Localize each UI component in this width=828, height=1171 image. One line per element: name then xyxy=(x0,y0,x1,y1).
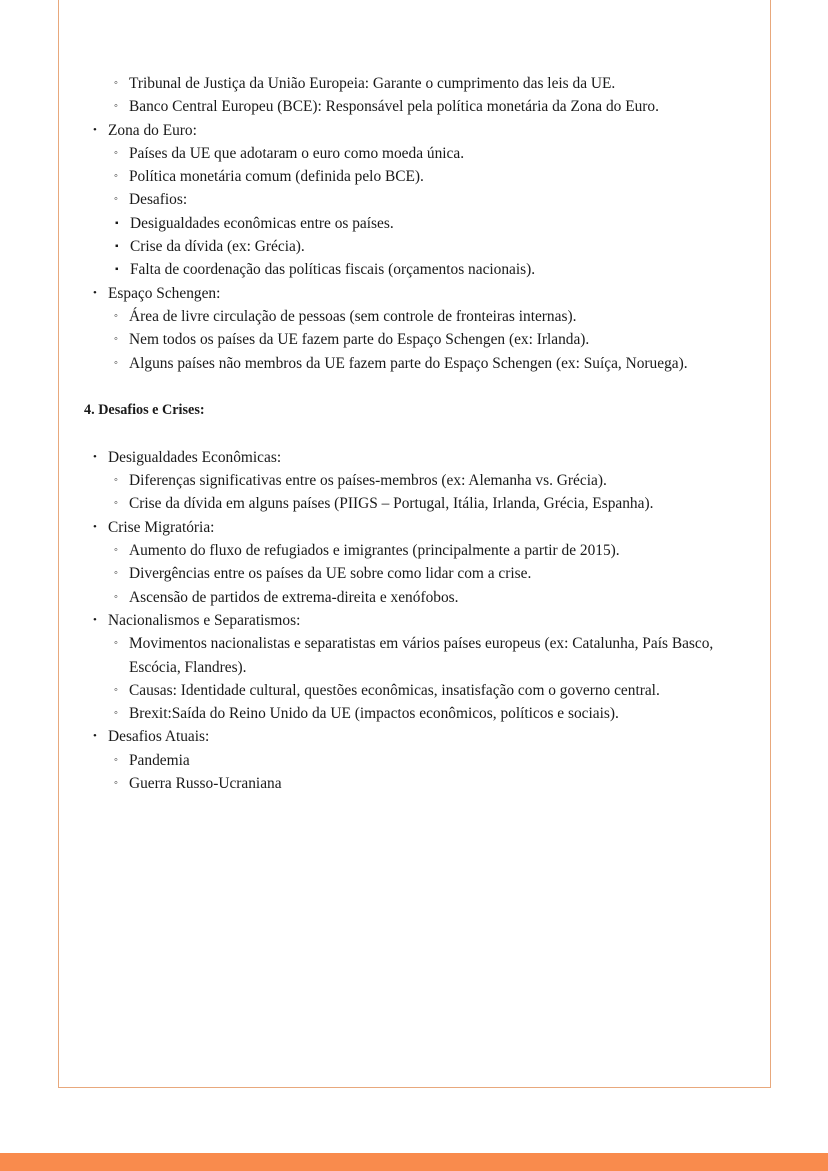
top-level-list xyxy=(93,446,744,469)
list-item xyxy=(114,679,744,702)
desafios-sub-list xyxy=(115,212,744,282)
list-item-label: Aumento do fluxo de refugiados e imigrantes (principalmente a partir de 2015). xyxy=(129,542,620,560)
circle-bullet-icon: ◦ xyxy=(114,637,118,650)
top-level-list xyxy=(93,725,744,748)
list-item xyxy=(115,235,744,258)
list-item-desafios xyxy=(114,188,744,211)
list-item xyxy=(115,258,744,281)
circle-bullet-icon: ◦ xyxy=(114,356,118,369)
list-item xyxy=(114,95,744,118)
top-level-list xyxy=(93,282,744,305)
espaco-schengen-sub-list xyxy=(114,305,744,375)
circle-bullet-icon: ◦ xyxy=(114,753,118,766)
list-item-label: Causas: Identidade cultural, questões econômicas, insatisfação com o governo central. xyxy=(129,681,660,699)
list-item-label: Alguns países não membros da UE fazem parte do Espaço Schengen (ex: Suíça, Noruega). xyxy=(129,354,688,372)
list-item xyxy=(114,772,744,795)
desigualdades-sub-list xyxy=(114,469,744,516)
list-item xyxy=(114,632,744,679)
list-item xyxy=(114,539,744,562)
list-item xyxy=(114,142,744,165)
section-heading: 4. Desafios e Crises: xyxy=(84,401,205,418)
disc-bullet-icon: • xyxy=(93,730,97,743)
list-item-label: Crise da dívida em alguns países (PIIGS – Portugal, Itália, Irlanda, Grécia, Espanha). xyxy=(129,495,654,513)
circle-bullet-icon: ◦ xyxy=(114,590,118,603)
list-item-label: Países da UE que adotaram o euro como moeda única. xyxy=(129,144,465,162)
crise-migratoria-sub-list xyxy=(114,539,744,609)
nacionalismos-sub-list xyxy=(114,632,744,725)
list-item-desigualdades-economicas xyxy=(93,446,744,469)
list-item-label: Área de livre circulação de pessoas (sem controle de fronteiras internas). xyxy=(129,307,577,325)
list-item xyxy=(115,212,744,235)
desafios-atuais-sub-list xyxy=(114,749,744,796)
list-item-label: Nacionalismos e Separatismos: xyxy=(108,611,301,629)
circle-bullet-icon: ◦ xyxy=(114,544,118,557)
list-item-label: Diferenças significativas entre os países-membros (ex: Alemanha vs. Grécia). xyxy=(129,472,607,490)
circle-bullet-icon: ◦ xyxy=(114,777,118,790)
top-level-list xyxy=(93,609,744,632)
list-item-label: Desigualdades econômicas entre os países. xyxy=(130,214,394,232)
circle-bullet-icon: ◦ xyxy=(114,567,118,580)
list-item xyxy=(114,586,744,609)
list-item-label: Política monetária comum (definida pelo BCE). xyxy=(129,168,424,186)
top-level-list xyxy=(93,119,744,142)
list-item xyxy=(114,165,744,188)
list-item-label: Nem todos os países da UE fazem parte do Espaço Schengen (ex: Irlanda). xyxy=(129,331,590,349)
list-item-crise-migratoria xyxy=(93,516,744,539)
list-item-label: Crise Migratória: xyxy=(108,518,215,536)
bottom-accent-bar xyxy=(0,1153,828,1171)
list-item-label: Desafios Atuais: xyxy=(108,728,210,746)
list-item xyxy=(114,72,744,95)
circle-bullet-icon: ◦ xyxy=(114,474,118,487)
list-item-label: Desigualdades Econômicas: xyxy=(108,448,282,466)
list-item-espaco-schengen xyxy=(93,282,744,305)
square-bullet-icon: ▪ xyxy=(115,217,119,229)
circle-bullet-icon: ◦ xyxy=(114,497,118,510)
list-item-label: Tribunal de Justiça da União Europeia: Garante o cumprimento das leis da UE. xyxy=(129,75,616,92)
circle-bullet-icon: ◦ xyxy=(114,309,118,322)
list-item-label: Guerra Russo-Ucraniana xyxy=(129,775,282,793)
disc-bullet-icon: • xyxy=(93,123,97,136)
list-item xyxy=(114,562,744,585)
top-level-list xyxy=(93,516,744,539)
square-bullet-icon: ▪ xyxy=(115,241,119,253)
circle-bullet-icon: ◦ xyxy=(114,707,118,720)
list-item-nacionalismos-separatismos xyxy=(93,609,744,632)
spacer xyxy=(84,420,744,446)
list-item-label: Brexit:Saída do Reino Unido da UE (impactos econômicos, políticos e sociais). xyxy=(129,705,619,723)
disc-bullet-icon: • xyxy=(93,450,97,463)
list-item-label: Crise da dívida (ex: Grécia). xyxy=(130,238,305,256)
list-item-label: Pandemia xyxy=(129,751,190,769)
continued-sub-list xyxy=(114,72,744,119)
spacer xyxy=(84,375,744,400)
list-item-zona-do-euro xyxy=(93,119,744,142)
list-item-desafios-atuais xyxy=(93,725,744,748)
list-item xyxy=(114,749,744,772)
zona-do-euro-sub-list xyxy=(114,142,744,212)
list-item xyxy=(114,305,744,328)
circle-bullet-icon: ◦ xyxy=(114,170,118,183)
list-item-label: Banco Central Europeu (BCE): Responsável pela política monetária da Zona do Euro. xyxy=(129,98,659,116)
circle-bullet-icon: ◦ xyxy=(114,333,118,346)
circle-bullet-icon: ◦ xyxy=(114,683,118,696)
disc-bullet-icon: • xyxy=(93,286,97,299)
disc-bullet-icon: • xyxy=(93,613,97,626)
square-bullet-icon: ▪ xyxy=(115,264,119,276)
list-item xyxy=(114,702,744,725)
circle-bullet-icon: ◦ xyxy=(114,77,118,89)
list-item-label: Divergências entre os países da UE sobre como lidar com a crise. xyxy=(129,565,532,583)
circle-bullet-icon: ◦ xyxy=(114,100,118,113)
list-item-label: Falta de coordenação das políticas fiscais (orçamentos nacionais). xyxy=(130,261,536,279)
list-item-label: Desafios: xyxy=(129,191,188,209)
list-item-label: Zona do Euro: xyxy=(108,121,197,139)
circle-bullet-icon: ◦ xyxy=(114,146,118,159)
list-item xyxy=(114,352,744,375)
document-body xyxy=(84,72,744,795)
circle-bullet-icon: ◦ xyxy=(114,193,118,206)
list-item xyxy=(114,328,744,351)
list-item-label: Ascensão de partidos de extrema-direita e xenófobos. xyxy=(129,588,459,606)
list-item-label: Movimentos nacionalistas e separatistas em vários países europeus (ex: Catalunha, País Basco, Escócia, Flandres). xyxy=(129,635,714,676)
list-item xyxy=(114,492,744,515)
list-item-label: Espaço Schengen: xyxy=(108,284,221,302)
list-item xyxy=(114,469,744,492)
disc-bullet-icon: • xyxy=(93,520,97,533)
